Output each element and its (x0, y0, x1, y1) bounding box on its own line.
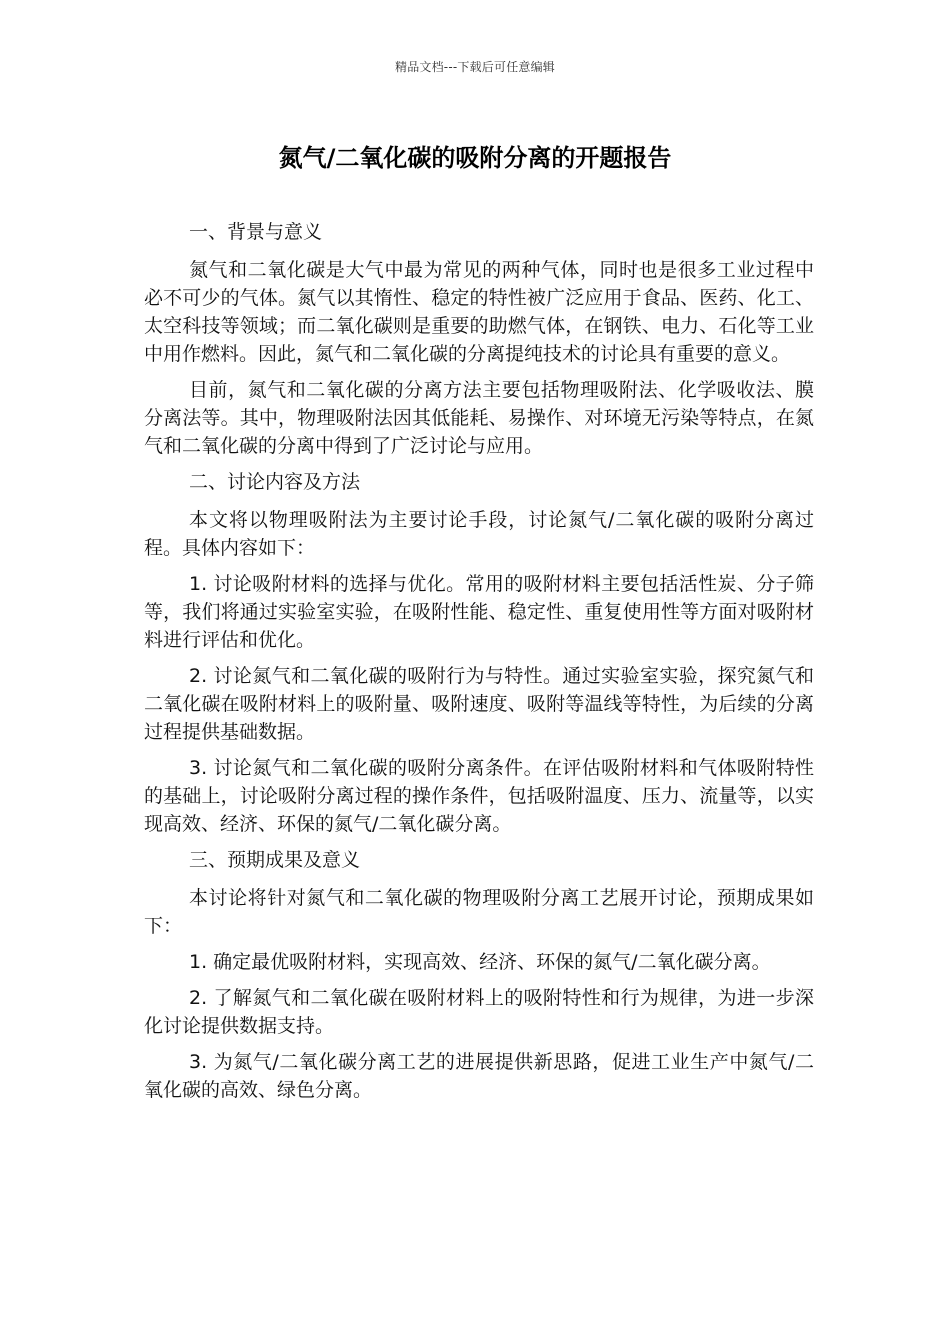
section-heading-background: 一、背景与意义 (189, 221, 323, 243)
page-header-watermark: 精品文档---下载后可任意编辑 (395, 60, 555, 74)
document-title: 氮气/二氧化碳的吸附分离的开题报告 (278, 144, 672, 172)
list-item: 3. 讨论氮气和二氧化碳的吸附分离条件。在评估吸附材料和气体吸附特性的基础上，讨论吸附分离过程的操作条件，包括吸附温度、压力、流量等，以实现高效、经济、环保的氮气/二氧化碳分离。 (144, 757, 814, 835)
list-item: 2. 讨论氮气和二氧化碳的吸附行为与特性。通过实验室实验，探究氮气和二氧化碳在吸附材料上的吸附量、吸附速度、吸附等温线等特性，为后续的分离过程提供基础数据。 (144, 665, 814, 743)
list-item: 2. 了解氮气和二氧化碳在吸附材料上的吸附特性和行为规律，为进一步深化讨论提供数据支持。 (144, 987, 814, 1037)
section-heading-expected-results: 三、预期成果及意义 (189, 849, 361, 871)
document-body (144, 218, 814, 1112)
list-item: 1. 确定最优吸附材料，实现高效、经济、环保的氮气/二氧化碳分离。 (189, 951, 771, 973)
list-item: 1. 讨论吸附材料的选择与优化。常用的吸附材料主要包括活性炭、分子筛等，我们将通过实验室实验，在吸附性能、稳定性、重复使用性等方面对吸附材料进行评估和优化。 (144, 573, 814, 651)
paragraph: 目前，氮气和二氧化碳的分离方法主要包括物理吸附法、化学吸收法、膜分离法等。其中，物理吸附法因其低能耗、易操作、对环境无污染等特点，在氮气和二氧化碳的分离中得到了广泛讨论与应用。 (144, 379, 814, 457)
section-heading-content-method: 二、讨论内容及方法 (189, 471, 361, 493)
paragraph: 本讨论将针对氮气和二氧化碳的物理吸附分离工艺展开讨论，预期成果如下： (144, 887, 814, 937)
paragraph: 本文将以物理吸附法为主要讨论手段，讨论氮气/二氧化碳的吸附分离过程。具体内容如下： (144, 509, 814, 559)
list-item: 3. 为氮气/二氧化碳分离工艺的进展提供新思路，促进工业生产中氮气/二氧化碳的高效、绿色分离。 (144, 1051, 814, 1101)
paragraph: 氮气和二氧化碳是大气中最为常见的两种气体，同时也是很多工业过程中必不可少的气体。氮气以其惰性、稳定的特性被广泛应用于食品、医药、化工、太空科技等领域；而二氧化碳则是重要的助燃气体，在钢铁、电力、石化等工业中用作燃料。因此，氮气和二氧化碳的分离提纯技术的讨论具有重要的意义。 (144, 259, 814, 365)
